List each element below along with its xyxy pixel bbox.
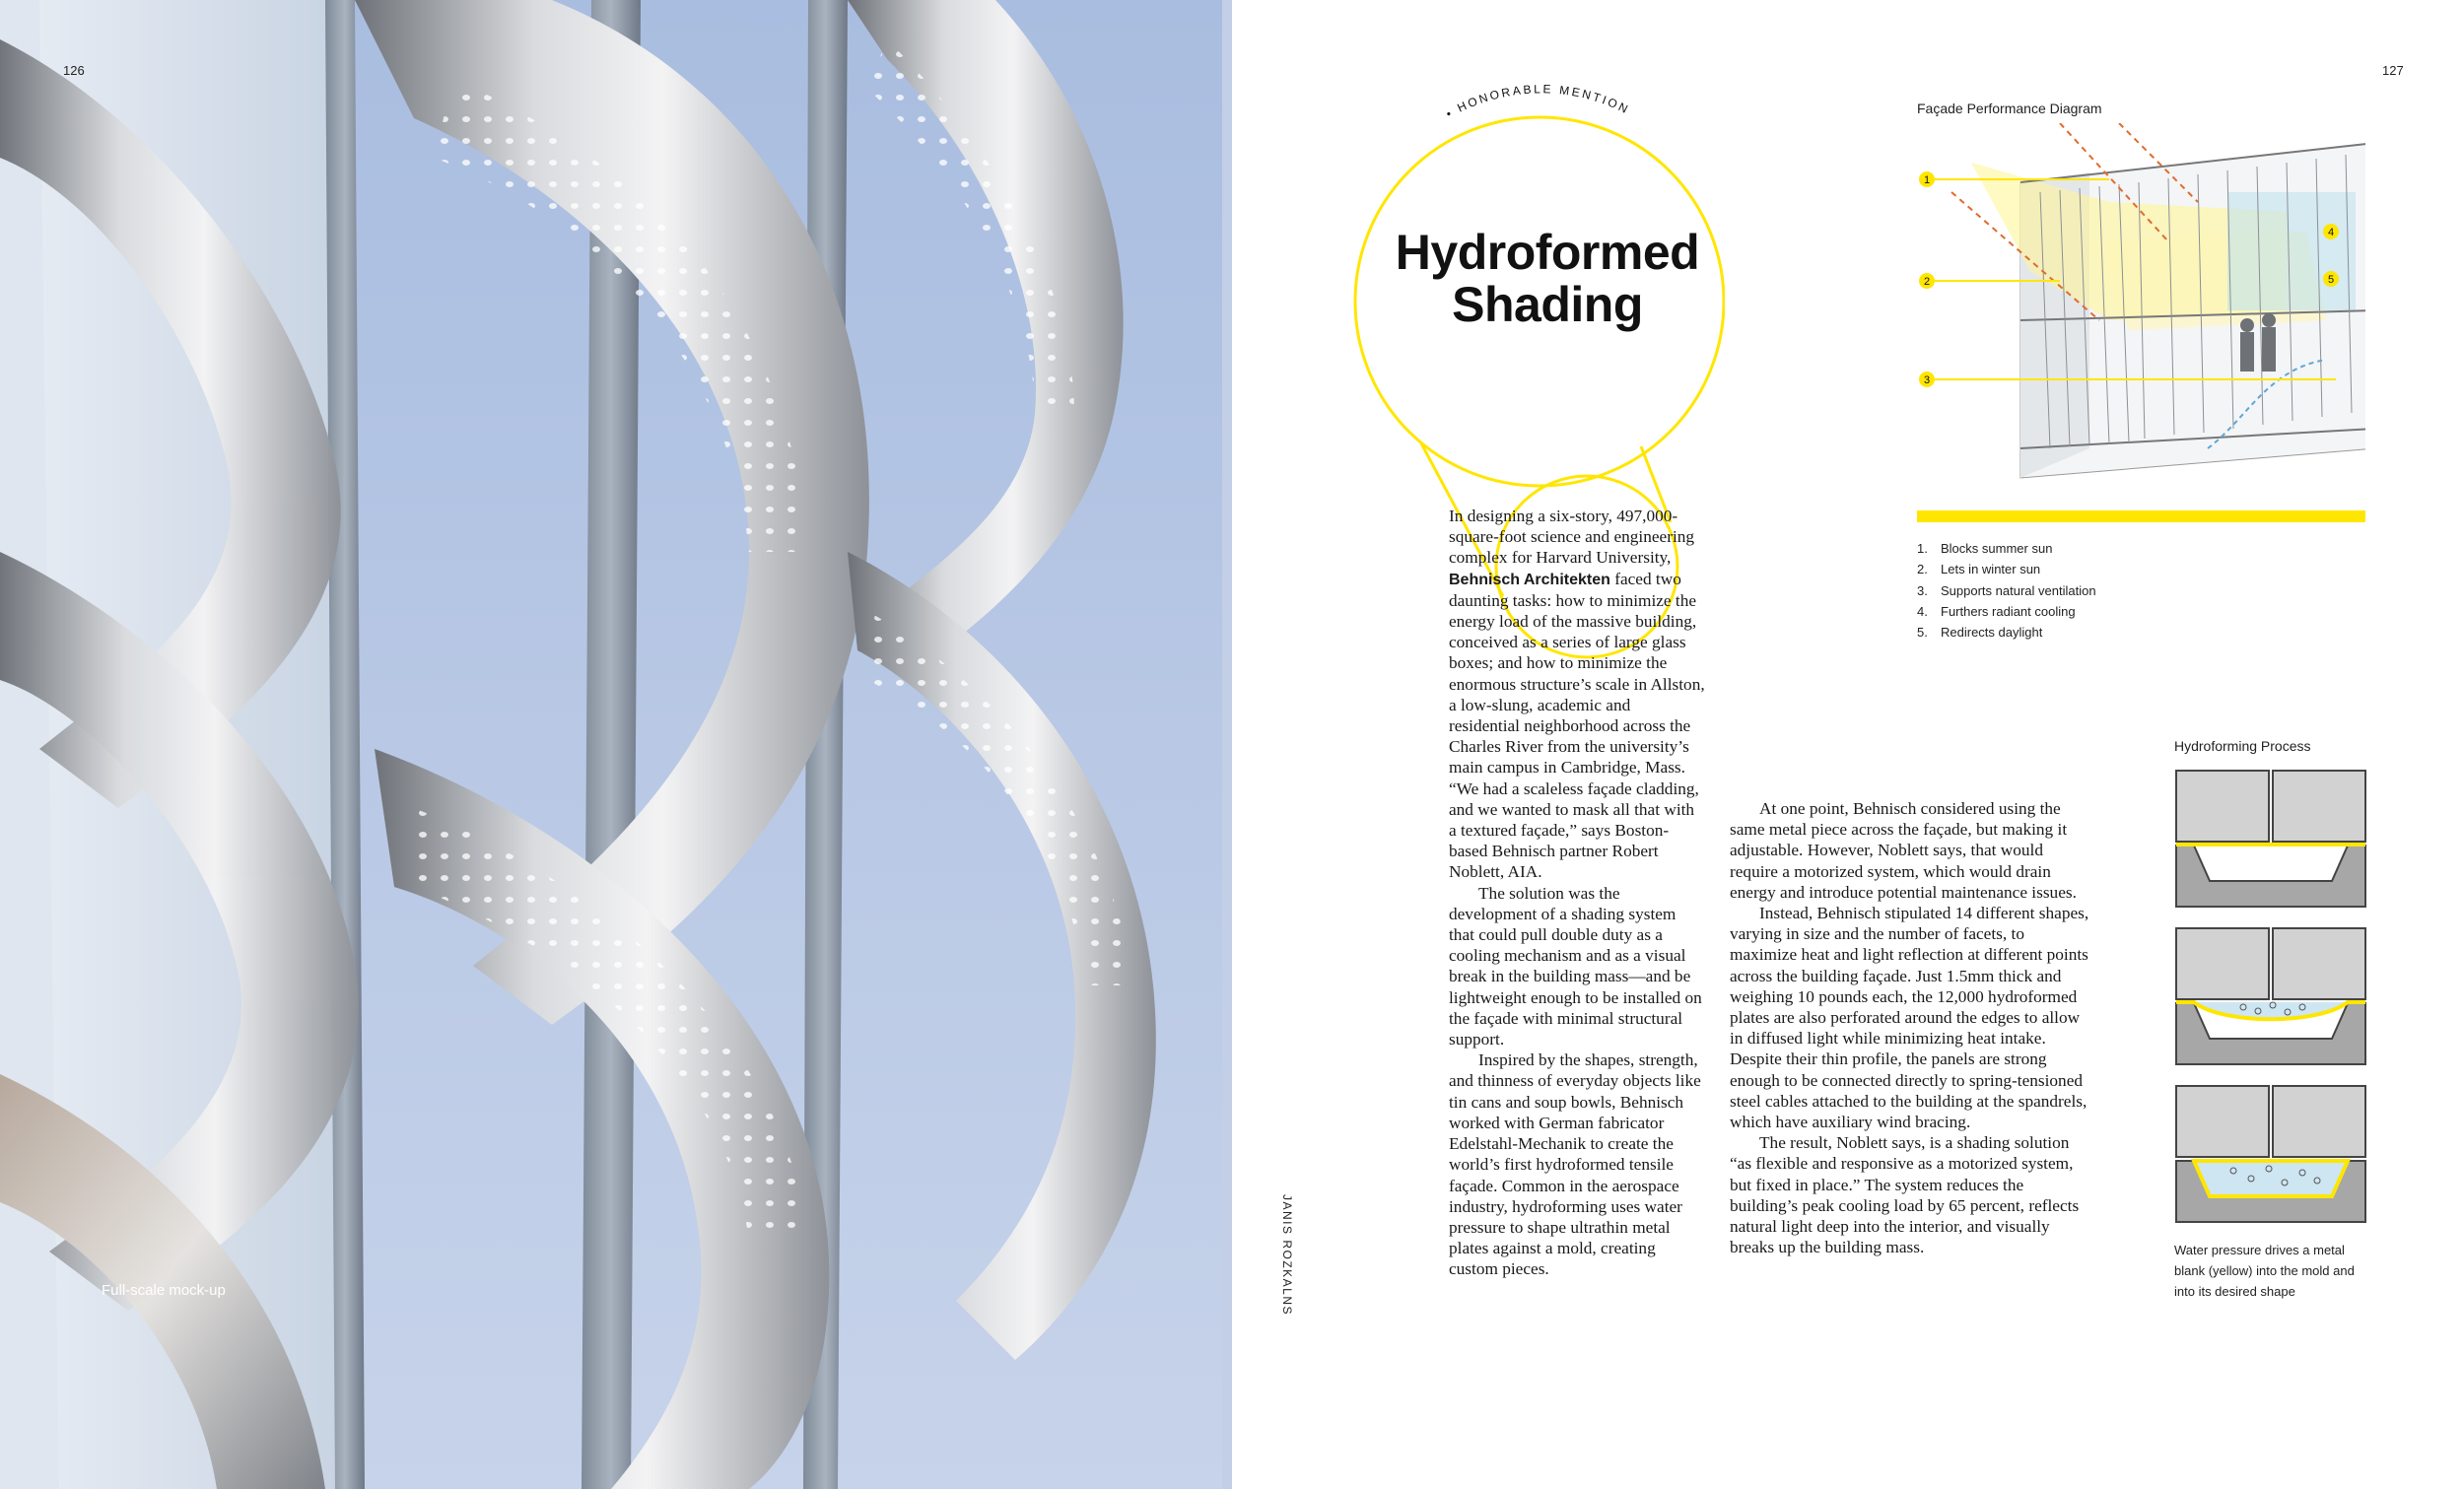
legend-item-3: 3. Supports natural ventilation (1917, 582, 2096, 598)
performance-diagram-title: Façade Performance Diagram (1917, 101, 2102, 116)
process-step-3 (2176, 1086, 2365, 1222)
article-title (1360, 227, 1735, 331)
legend-item-2: 2. Lets in winter sun (1917, 562, 2041, 577)
process-step-2 (2176, 928, 2365, 1064)
hydroforming-process-diagram (2174, 769, 2371, 1227)
marker-2: 2 (1923, 276, 1931, 288)
process-step-1 (2176, 771, 2365, 907)
marker-3: 3 (1923, 374, 1931, 386)
body-column-2 (1730, 798, 2089, 1257)
performance-legend-list (1917, 538, 2183, 643)
col2-paragraph-3: The result, Noblett says, is a shading solution “as flexible and responsive as a motorized system, but fixed in place.” The system reduces the building’s peak cooling load by 65 percent, reflects natural light deep into the interior, and visually breaks up the building mass. (1730, 1133, 2080, 1257)
col2-paragraph-2: Instead, Behnisch stipulated 14 different shapes, varying in size and the number of facets, to maximize heat and light reflection at different points across the building façade. Just 1.5mm thick and weighing 10 pounds each, the 12,000 hydroformed plates are also perforated around the edges to allow in diffused light while minimizing heat intake. Despite their thin profile, the panels are strong enough to be connected directly to spring-tensioned steel cables attached to the building at the spandrels, which have auxiliary wind bracing. (1730, 904, 2089, 1132)
title-line-2: Shading (1452, 277, 1643, 332)
legend-item-5: 5. Redirects daylight (1917, 625, 2043, 641)
facade-performance-diagram (1912, 123, 2365, 488)
firm-name: Behnisch Architekten (1449, 571, 1610, 588)
marker-1: 1 (1923, 174, 1931, 186)
marker-5: 5 (2327, 274, 2335, 286)
photo-credit-text: JANIS ROZKALNS (1280, 1194, 1294, 1317)
kicker-honorable-mention: • HONORABLE MENTION (1443, 82, 1633, 121)
col1-paragraph-2: “We had a scaleless façade cladding, and we wanted to mask all that with a textured façade,” says Boston-based Behnisch partner Robert Noblett, AIA. (1449, 778, 1699, 882)
col1-paragraph-3: The solution was the development of a shading system that could pull double duty as a cooling mechanism and as a visual break in the building mass—and be lightweight enough to be installed on the façade with minimal structural support. (1449, 883, 1702, 1049)
photo-credit (1276, 1194, 1300, 1317)
col1-paragraph-4: Inspired by the shapes, strength, and thinness of everyday objects like tin cans and soup bowls, Behnisch worked with German fabricator Edelstahl-Mechanik to create the world’s first hydroformed tensile façade. Common in the aerospace industry, hydroforming uses water pressure to shape ultrathin metal plates against a mold, creating custom pieces. (1449, 1050, 1701, 1279)
legend-item-1: 1. Blocks summer sun (1917, 541, 2053, 556)
process-caption: Water pressure drives a metal blank (yellow) into the mold and into its desired shape (2174, 1243, 2355, 1299)
page-number-left: 126 (63, 63, 85, 78)
photo-caption: Full-scale mock-up (102, 1282, 226, 1299)
process-diagram-title: Hydroforming Process (2174, 738, 2311, 754)
body-column-1 (1449, 506, 1705, 1280)
col2-paragraph-1: At one point, Behnisch considered using the same metal piece across the façade, but making it adjustable. However, Noblett says, that would require a motorized system, which would drain energy and introduce potential maintenance issues. (1730, 799, 2077, 902)
marker-4: 4 (2327, 227, 2335, 238)
page-number-right: 127 (2382, 63, 2404, 78)
col1-paragraph-1: In designing a six-story, 497,000-square-foot science and engineering complex for Harvard University, Behnisch Architekten faced two daunting tasks: how to minimize the energy load of the massive building, conceived as a series of large glass boxes; and how to minimize the enormous structure’s scale in Allston, a low-slung, academic and residential neighborhood across the Charles River from the university’s main campus in Cambridge, Mass. (1449, 507, 1705, 778)
title-line-1: Hydroformed (1395, 225, 1700, 280)
yellow-divider-bar (1917, 510, 2365, 522)
legend-item-4: 4. Furthers radiant cooling (1917, 603, 2076, 619)
